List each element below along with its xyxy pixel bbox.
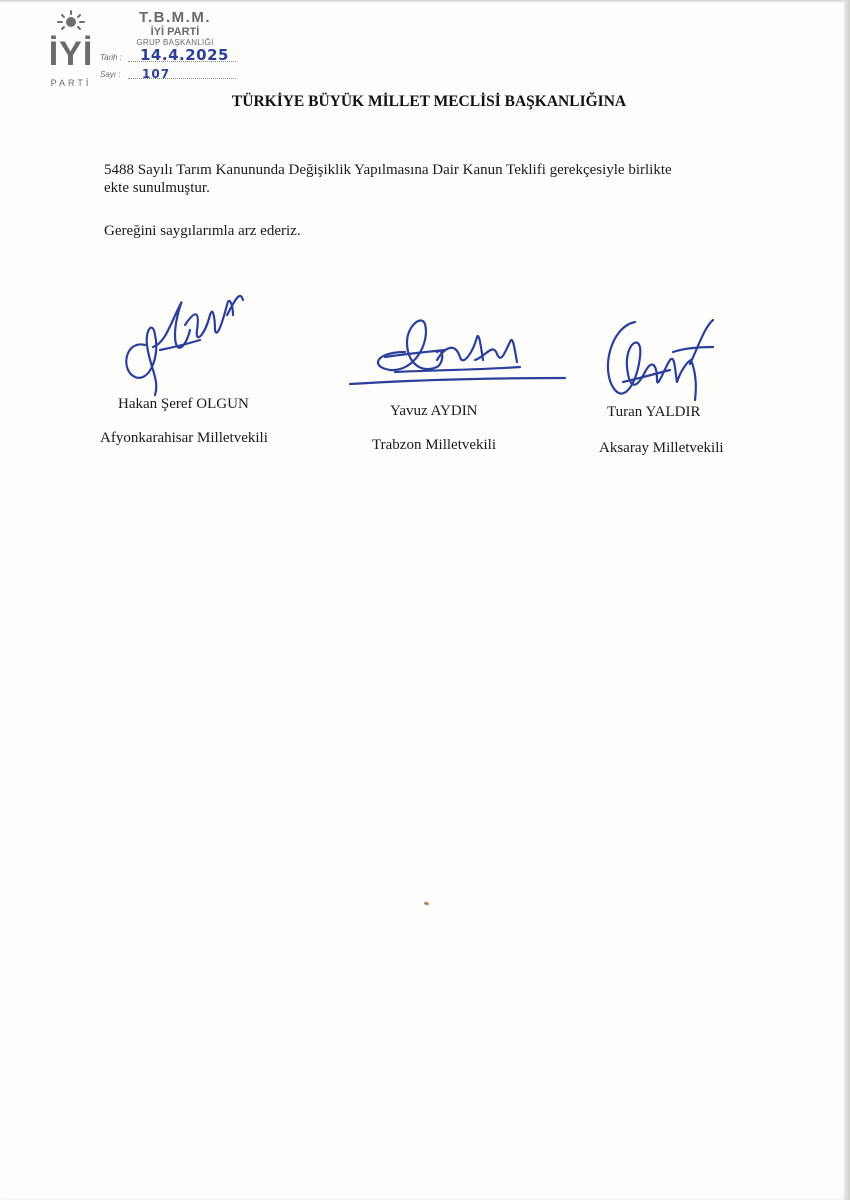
stamp-institution: T.B.M.M. <box>139 9 211 26</box>
signature-1 <box>115 285 255 405</box>
stamp-office: GRUP BAŞKANLIĞI <box>136 38 214 47</box>
sun-icon <box>57 10 85 34</box>
stamp-party: İYİ PARTİ <box>150 26 200 38</box>
signatory-3-title: Aksaray Milletvekili <box>599 440 724 456</box>
signatory-2-title: Trabzon Milletvekili <box>372 437 497 453</box>
logo-wordmark: İYİ <box>48 35 94 73</box>
stamp-number-label: Sayı : <box>100 70 121 79</box>
stamp-number-value: 107 <box>142 67 171 81</box>
stamp-number-row <box>100 65 250 82</box>
document-body <box>104 161 764 197</box>
signatory-2-name: Yavuz AYDIN <box>390 403 478 419</box>
signatory-1-name: Hakan Şeref OLGUN <box>118 396 249 412</box>
page-top-edge <box>0 0 850 3</box>
stamp-date-value: 14.4.2025 <box>140 46 229 64</box>
page-right-edge <box>844 0 850 1200</box>
receipt-stamp <box>100 10 250 82</box>
logo-subtitle: PARTİ <box>50 78 92 88</box>
party-logo <box>48 10 94 90</box>
body-line-2: ekte sunulmuştur. <box>104 180 210 196</box>
body-line-1: 5488 Sayılı Tarım Kanununda Değişiklik Yapılmasına Dair Kanun Teklifi gerekçesiyle birlikte <box>104 162 672 178</box>
document-heading: TÜRKİYE BÜYÜK MİLLET MECLİSİ BAŞKANLIĞINA <box>231 93 627 110</box>
signature-2 <box>345 312 570 392</box>
signature-3 <box>595 312 725 412</box>
paper-speck <box>424 901 430 906</box>
closing-sentence: Gereğini saygılarımla arz ederiz. <box>104 223 301 239</box>
signatory-3-name: Turan YALDIR <box>607 404 701 420</box>
stamp-date-row <box>100 48 250 65</box>
signatory-1-title: Afyonkarahisar Milletvekili <box>100 430 268 446</box>
stamp-date-label: Tarih : <box>100 53 122 62</box>
